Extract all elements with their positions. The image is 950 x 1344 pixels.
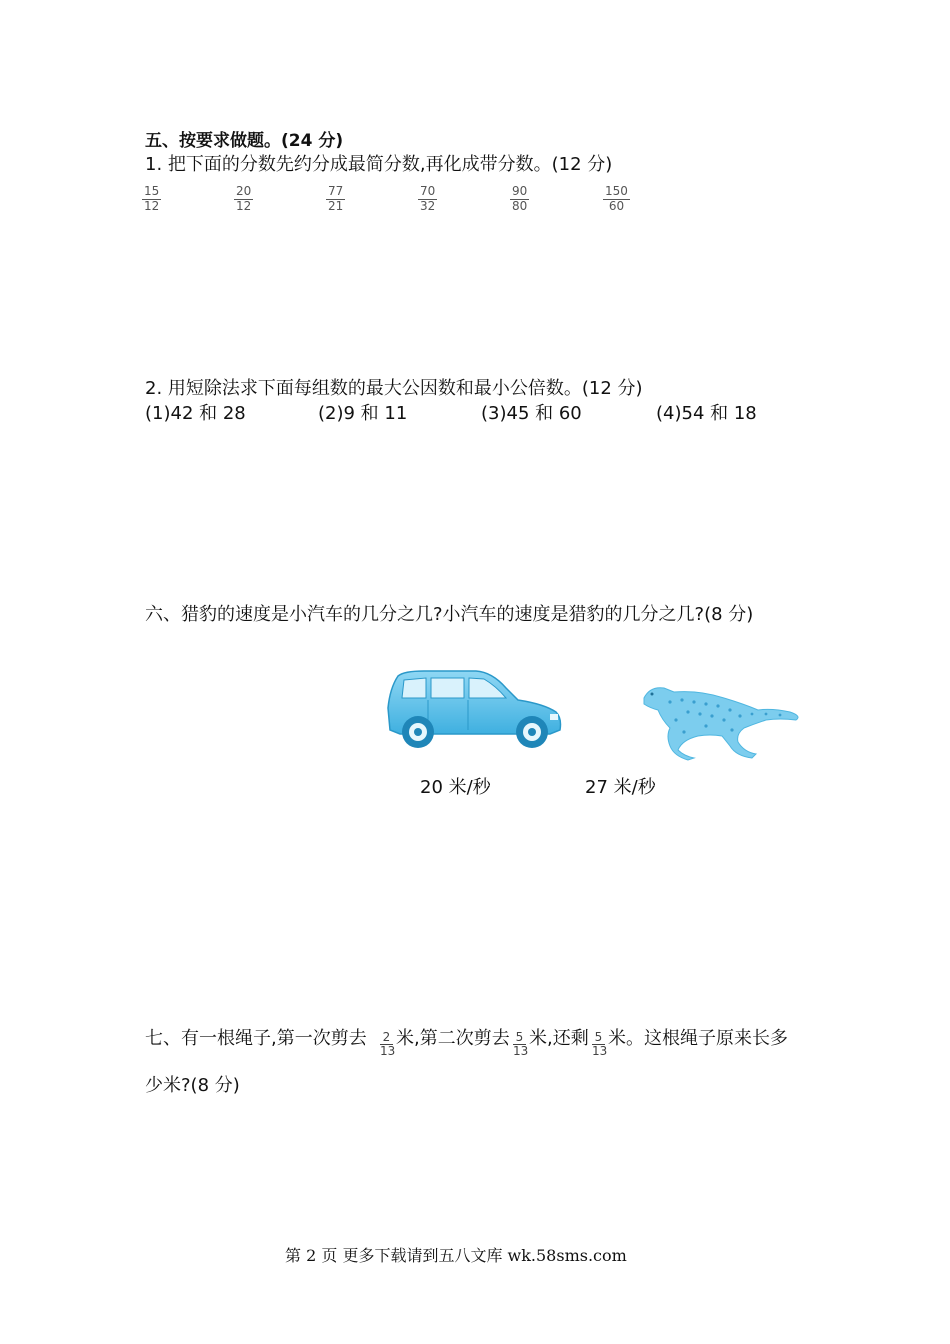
q1-text: 1. 把下面的分数先约分成最简分数,再化成带分数。(12 分) bbox=[145, 154, 613, 175]
cheetah-image bbox=[640, 680, 802, 762]
fraction-numerator: 5 bbox=[515, 1030, 524, 1044]
car-image bbox=[384, 668, 564, 750]
fraction-denominator: 80 bbox=[512, 199, 528, 213]
page-footer: 第 2 页 更多下载请到五八文库 wk.58sms.com bbox=[285, 1246, 627, 1265]
q2-text: 2. 用短除法求下面每组数的最大公因数和最小公倍数。(12 分) bbox=[145, 378, 643, 399]
q2-item-1: (1)42 和 28 bbox=[145, 403, 246, 424]
fraction-denominator: 13 bbox=[380, 1044, 396, 1058]
section5-title: 五、按要求做题。(24 分) bbox=[145, 131, 344, 151]
fraction-numerator: 77 bbox=[328, 184, 344, 198]
fraction-numerator: 20 bbox=[236, 184, 252, 198]
q2-item-3: (3)45 和 60 bbox=[481, 403, 582, 424]
fraction-1 bbox=[142, 184, 161, 213]
fraction-denominator: 32 bbox=[420, 199, 436, 213]
section7-line1-part2: 米,第二次剪去 bbox=[396, 1028, 510, 1049]
fraction-numerator: 5 bbox=[594, 1030, 603, 1044]
fraction-3 bbox=[326, 184, 345, 213]
section6-title: 六、猎豹的速度是小汽车的几分之几?小汽车的速度是猎豹的几分之几?(8 分) bbox=[145, 604, 754, 625]
section7-fraction-2 bbox=[513, 1030, 529, 1058]
section7-fraction-1 bbox=[380, 1030, 396, 1058]
fraction-denominator: 21 bbox=[328, 199, 344, 213]
fraction-2 bbox=[234, 184, 253, 213]
car-speed-label: 20 米/秒 bbox=[420, 777, 491, 798]
fraction-numerator: 15 bbox=[144, 184, 160, 198]
fraction-denominator: 13 bbox=[513, 1044, 529, 1058]
fraction-6 bbox=[603, 184, 630, 213]
fraction-numerator: 70 bbox=[420, 184, 436, 198]
fraction-denominator: 60 bbox=[608, 199, 625, 213]
section7-line1-part4: 米。这根绳子原来长多 bbox=[608, 1028, 788, 1049]
section7-line1-part3: 米,还剩 bbox=[529, 1028, 589, 1049]
fraction-denominator: 12 bbox=[144, 199, 160, 213]
q2-item-2: (2)9 和 11 bbox=[318, 403, 408, 424]
fraction-numerator: 150 bbox=[605, 184, 628, 198]
q2-item-4: (4)54 和 18 bbox=[656, 403, 757, 424]
cheetah-speed-label: 27 米/秒 bbox=[585, 777, 656, 798]
section7-line2: 少米?(8 分) bbox=[145, 1075, 240, 1096]
fraction-numerator: 90 bbox=[512, 184, 528, 198]
fraction-4 bbox=[418, 184, 437, 213]
fraction-numerator: 2 bbox=[382, 1030, 391, 1044]
section7-fraction-3 bbox=[592, 1030, 608, 1058]
fraction-denominator: 13 bbox=[592, 1044, 608, 1058]
fraction-5 bbox=[510, 184, 529, 213]
fraction-denominator: 12 bbox=[236, 199, 252, 213]
section7-line1-part1: 七、有一根绳子,第一次剪去 bbox=[145, 1028, 367, 1049]
